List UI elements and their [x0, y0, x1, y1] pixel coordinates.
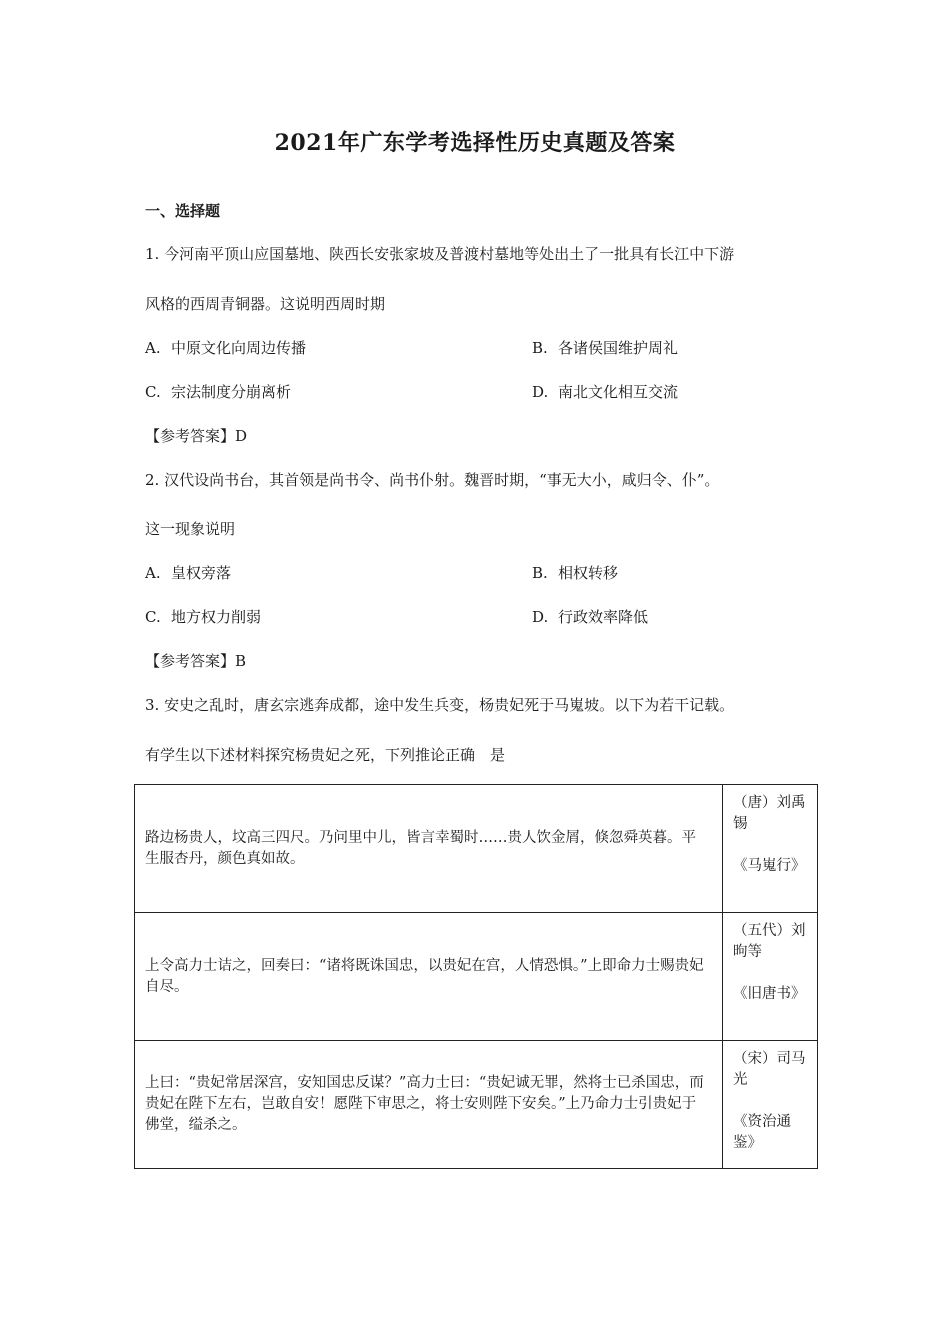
option-key: C. [145, 608, 161, 626]
option-key: B. [532, 339, 548, 357]
option-text: 皇权旁落 [171, 564, 232, 582]
source-author: （宋）司马光 [733, 1051, 806, 1088]
source-table [134, 784, 818, 1169]
source-citation [723, 1041, 818, 1169]
source-author: （唐）刘禹锡 [733, 795, 806, 832]
q2-option-b [532, 562, 618, 583]
q1-stem-line1: 1. 今河南平顶山应国墓地、陕西长安张家坡及普渡村墓地等处出土了一批具有长江中下游 [145, 245, 735, 263]
option-key: A. [145, 339, 161, 357]
source-author: （五代）刘昫等 [733, 923, 806, 960]
q1-option-a [145, 337, 306, 358]
option-text: 中原文化向周边传播 [171, 339, 307, 357]
option-key: A. [145, 564, 161, 582]
option-key: D. [532, 608, 549, 626]
q1-answer: 【参考答案】D [145, 427, 248, 445]
q2-stem-line2: 这一现象说明 [145, 520, 236, 538]
source-citation [723, 785, 818, 913]
source-book: 《马嵬行》 [733, 858, 806, 874]
source-book: 《资治通鉴》 [733, 1114, 792, 1151]
section-heading: 一、选择题 [145, 202, 221, 220]
q2-stem-line1: 2. 汉代设尚书台，其首领是尚书令、尚书仆射。魏晋时期，“事无大小，咸归令、仆”。 [145, 471, 720, 489]
q2-option-d [532, 606, 648, 627]
q1-option-b [532, 337, 678, 358]
table-row [135, 1041, 818, 1169]
q1-stem-line2: 风格的西周青铜器。这说明西周时期 [145, 295, 386, 313]
option-key: D. [532, 383, 549, 401]
option-text: 相权转移 [558, 564, 619, 582]
q1-option-c [145, 381, 291, 402]
table-row [135, 913, 818, 1041]
q3-stem-line1: 3. 安史之乱时，唐玄宗逃奔成都，途中发生兵变，杨贵妃死于马嵬坡。以下为若干记载。 [145, 696, 735, 714]
table-row [135, 785, 818, 913]
q2-answer: 【参考答案】B [145, 652, 247, 670]
source-text: 上曰：“贵妃常居深宫，安知国忠反谋？”高力士曰：“贵妃诚无罪，然将士已杀国忠，而贵妃在陛下左右，岂敢自安！愿陛下审思之，将士安则陛下安矣。”上乃命力士引贵妃于佛堂，缢杀之。 [135, 1041, 723, 1169]
source-text: 上令高力士诘之，回奏曰：“诸将既诛国忠，以贵妃在宫，人情恐惧。”上即命力士赐贵妃自尽。 [135, 913, 723, 1041]
option-key: C. [145, 383, 161, 401]
option-text: 宗法制度分崩离析 [171, 383, 292, 401]
q2-option-a [145, 562, 231, 583]
option-key: B. [532, 564, 548, 582]
q3-stem-line2: 有学生以下述材料探究杨贵妃之死，下列推论正确 是 [145, 746, 506, 764]
source-text: 路边杨贵人，坟高三四尺。乃问里中儿，皆言幸蜀时……贵人饮金屑，倏忽舜英暮。平生服杏丹，颜色真如故。 [135, 785, 723, 913]
document-title: 2021年广东学考选择性历史真题及答案 [274, 130, 676, 156]
q1-option-d [532, 381, 678, 402]
source-citation [723, 913, 818, 1041]
option-text: 南北文化相互交流 [558, 383, 679, 401]
option-text: 各诸侯国维护周礼 [558, 339, 679, 357]
q2-option-c [145, 606, 261, 627]
option-text: 行政效率降低 [558, 608, 649, 626]
source-book: 《旧唐书》 [733, 986, 806, 1002]
option-text: 地方权力削弱 [171, 608, 262, 626]
